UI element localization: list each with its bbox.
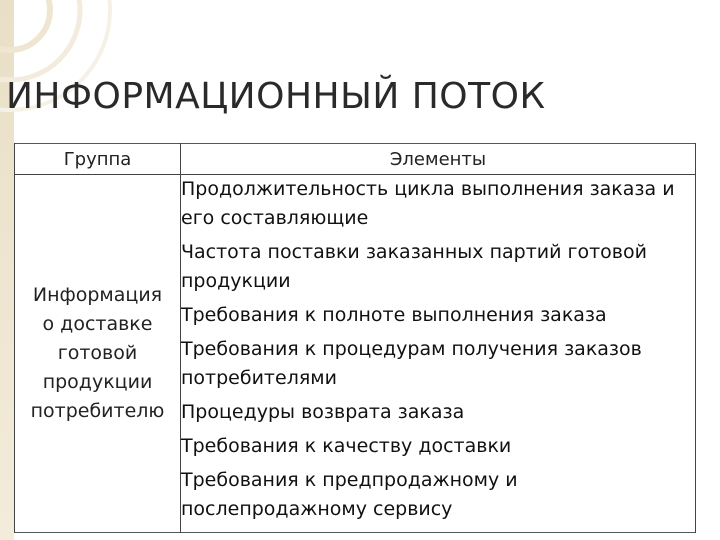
elements-cell <box>181 175 696 533</box>
group-line: о доставке <box>42 313 153 335</box>
group-line: Информация <box>32 284 163 306</box>
table-row <box>15 175 696 533</box>
group-line: продукции <box>42 371 153 393</box>
table-header-row <box>15 144 696 175</box>
element-item: Продолжительность цикла выполнения заказа и его составляющие <box>181 178 675 229</box>
element-item: Требования к процедурам получения заказов потребителями <box>181 338 642 389</box>
element-item: Процедуры возврата заказа <box>181 401 465 423</box>
info-flow-table <box>14 143 696 533</box>
page-title: ИНФОРМАЦИОННЫЙ ПОТОК <box>6 76 546 118</box>
header-group: Группа <box>15 144 181 175</box>
element-item: Требования к предпродажному и послепродажному сервису <box>181 469 518 520</box>
element-item: Частота поставки заказанных партий готовой продукции <box>181 241 647 292</box>
group-cell <box>15 175 181 533</box>
header-elements: Элементы <box>181 144 696 175</box>
group-line: потребителю <box>30 400 165 422</box>
element-item: Требования к качеству доставки <box>181 435 512 457</box>
element-item: Требования к полноте выполнения заказа <box>181 304 607 326</box>
group-line: готовой <box>57 342 138 364</box>
